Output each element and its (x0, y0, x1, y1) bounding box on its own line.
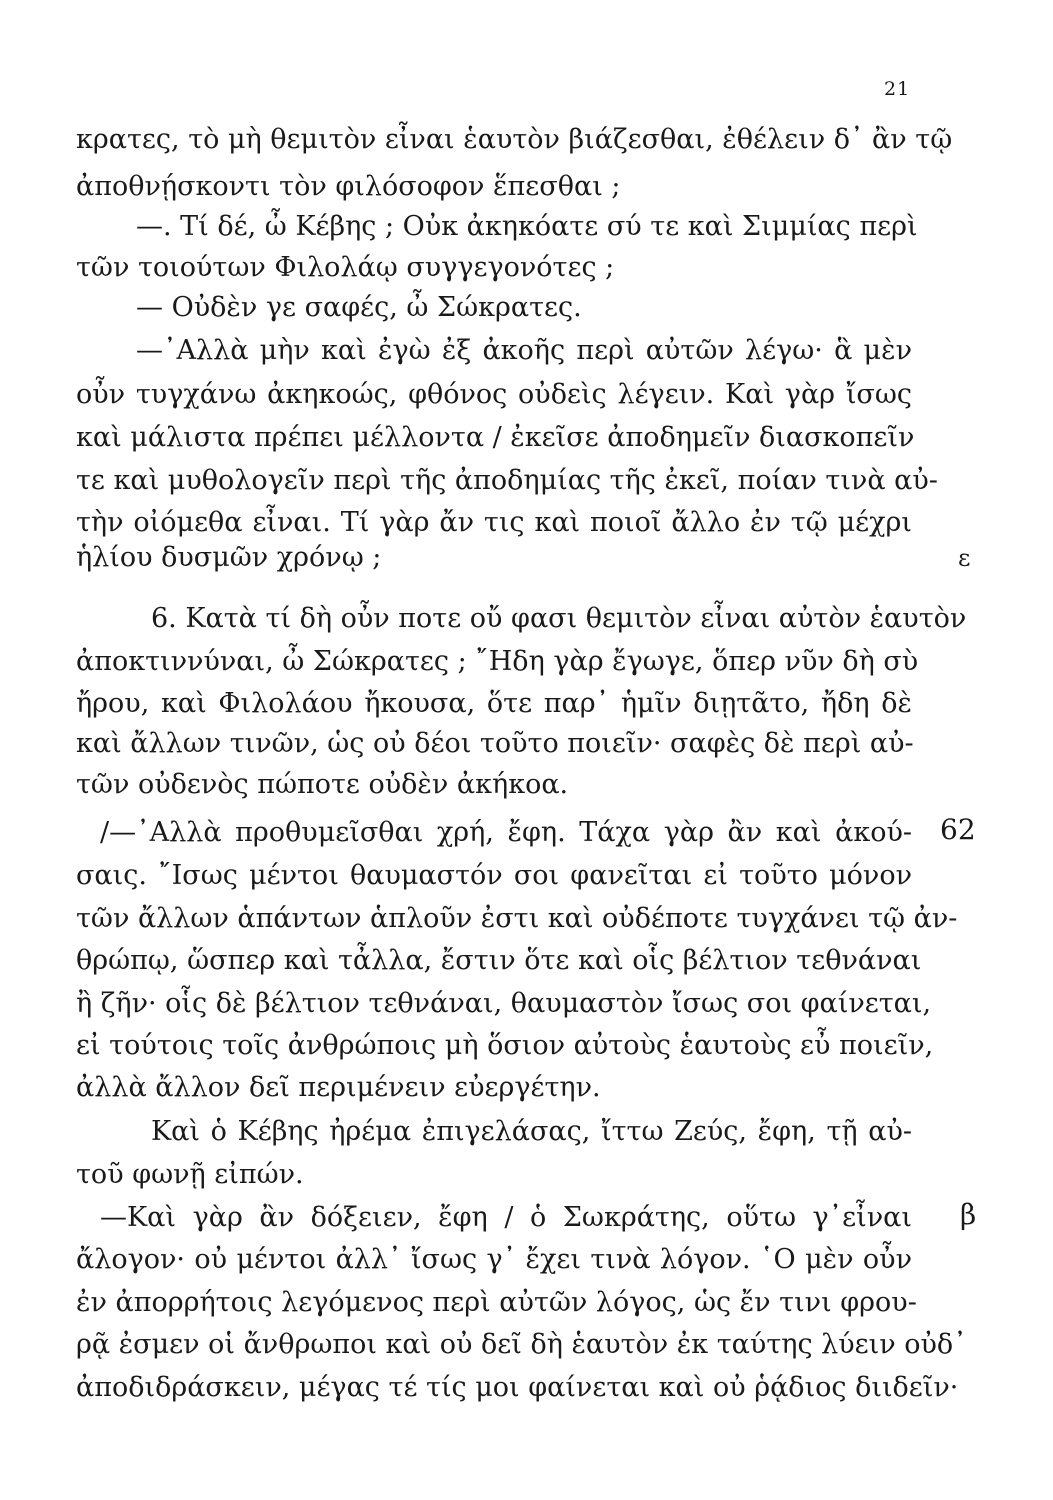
text-line: — Οὐδὲν γε σαφές, ὦ Σώκρατες. (136, 292, 582, 323)
text-line: ἀλλὰ ἄλλον δεῖ περιμένειν εὐεργέτην. (76, 1072, 601, 1103)
text-line: σαις. ῎Ισως μέντοι θαυμαστόν σοι φανεῖται εἰ τοῦτο μόνον (76, 860, 912, 891)
text-line: τοῦ φωνῇ εἰπών. (76, 1159, 304, 1190)
text-line: ἄλογον· οὐ μέντοι ἀλλ᾽ ἴσως γ᾽ ἔχει τινὰ λόγον. ῾Ο μὲν οὖν (76, 1244, 912, 1275)
text-line: ἢ ζῆν· οἷς δὲ βέλτιον τεθνάναι, θαυμαστὸν ἴσως σοι φαίνεται, (76, 988, 932, 1019)
text-line: —᾽Αλλὰ μὴν καὶ ἐγὼ ἐξ ἀκοῆς περὶ αὐτῶν λέγω· ἃ μὲν (136, 335, 912, 366)
text-line: ἤρου, καὶ Φιλολάου ἤκουσα, ὅτε παρ᾽ ἡμῖν διῃτᾶτο, ἤδη δὲ (76, 688, 912, 719)
text-line: ἀποθνῄσκοντι τὸν φιλόσοφον ἕπεσθαι ; (76, 171, 621, 202)
text-line: ρᾷ ἐσμεν οἱ ἄνθρωποι καὶ οὐ δεῖ δὴ ἑαυτὸν ἐκ ταύτης λύειν οὐδ᾽ (76, 1329, 967, 1360)
text-line: κρατες, τὸ μὴ θεμιτὸν εἶναι ἑαυτὸν βιάζεσθαι, ἐθέλειν δ᾽ ἂν τῷ (76, 124, 953, 155)
text-line: τῶν τοιούτων Φιλολάῳ συγγεγονότες ; (76, 252, 615, 283)
text-line: ἀποδιδράσκειν, μέγας τέ τίς μοι φαίνεται καὶ οὐ ῥᾴδιος διιδεῖν· (76, 1372, 959, 1403)
margin-page-marker-62: 62 (940, 813, 976, 846)
margin-section-marker-e: ε (958, 544, 971, 572)
text-line: οὖν τυγχάνω ἀκηκοώς, φθόνος οὐδεὶς λέγειν. Καὶ γὰρ ἴσως (76, 379, 912, 410)
text-line: /—᾽Αλλὰ προθυμεῖσθαι χρή, ἔφη. Τάχα γὰρ ἂν καὶ ἀκού- (100, 817, 912, 848)
text-line: καὶ ἄλλων τινῶν, ὡς οὐ δέοι τοῦτο ποιεῖν· σαφὲς δὲ περὶ αὐ- (76, 728, 914, 759)
text-line: ἀποκτιννύναι, ὦ Σώκρατες ; ῎Ηδη γὰρ ἔγωγε, ὅπερ νῦν δὴ σὺ (76, 646, 919, 677)
text-line: τε καὶ μυθολογεῖν περὶ τῆς ἀποδημίας τῆς ἐκεῖ, ποίαν τινὰ αὐ- (76, 465, 938, 496)
text-line: εἰ τούτοις τοῖς ἀνθρώποις μὴ ὅσιον αὐτοὺς ἑαυτοὺς εὖ ποιεῖν, (76, 1030, 934, 1061)
text-line: τὴν οἰόμεθα εἶναι. Τί γὰρ ἄν τις καὶ ποιοῖ ἄλλο ἐν τῷ μέχρι (76, 507, 912, 538)
text-line: ἐν ἀπορρήτοις λεγόμενος περὶ αὐτῶν λόγος, ὡς ἔν τινι φρου- (76, 1287, 917, 1318)
text-line: Καὶ ὁ Κέβης ἠρέμα ἐπιγελάσας, ἴττω Ζεύς, ἔφη, τῇ αὐ- (151, 1116, 912, 1147)
margin-section-marker-b: β (960, 1198, 977, 1231)
text-line: θρώπῳ, ὥσπερ καὶ τἆλλα, ἔστιν ὅτε καὶ οἷς βέλτιον τεθνάναι (76, 945, 922, 976)
text-line: 6. Κατὰ τί δὴ οὖν ποτε οὔ φασι θεμιτὸν εἶναι αὐτὸν ἑαυτὸν (151, 603, 967, 634)
text-line: ἡλίου δυσμῶν χρόνῳ ; (76, 542, 382, 573)
text-line: καὶ μάλιστα πρέπει μέλλοντα / ἐκεῖσε ἀποδημεῖν διασκοπεῖν (76, 422, 915, 453)
text-line: —Καὶ γὰρ ἂν δόξειεν, ἔφη / ὁ Σωκράτης, οὕτω γ᾽εἶναι (100, 1202, 912, 1233)
text-line: τῶν ἄλλων ἁπάντων ἁπλοῦν ἐστι καὶ οὐδέποτε τυγχάνει τῷ ἀν- (76, 903, 958, 934)
text-line: —. Τί δέ, ὦ Κέβης ; Οὐκ ἀκηκόατε σύ τε καὶ Σιμμίας περὶ (136, 211, 918, 242)
page-number: 21 (884, 78, 911, 100)
text-line: τῶν οὐδενὸς πώποτε οὐδὲν ἀκήκοα. (76, 769, 569, 800)
